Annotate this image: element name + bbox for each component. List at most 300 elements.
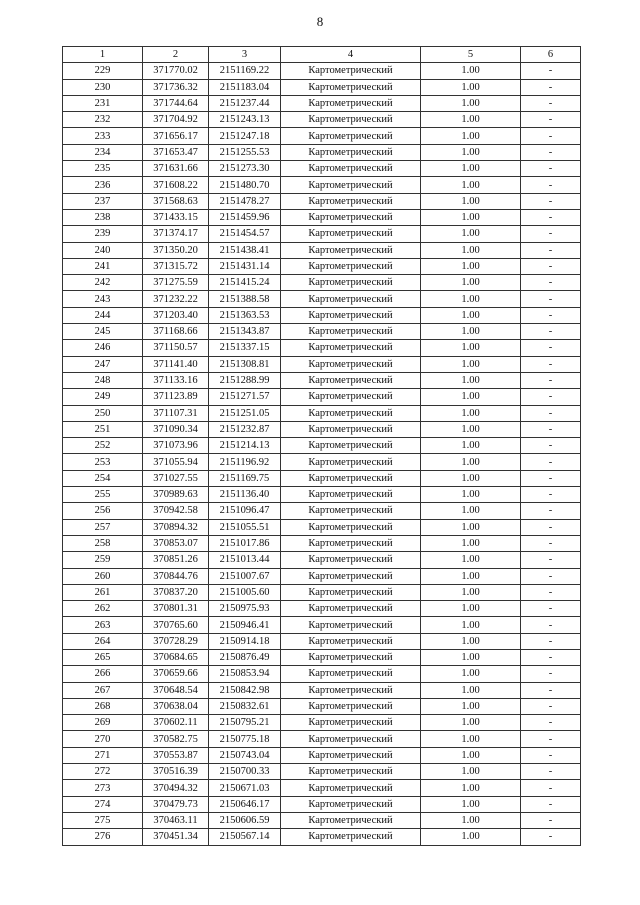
table-row [63, 747, 581, 763]
cell-note: - [521, 519, 581, 535]
table-row [63, 128, 581, 144]
cell-accuracy: 1.00 [421, 324, 521, 340]
cell-x-coordinate: 370648.54 [143, 682, 209, 698]
table-row [63, 601, 581, 617]
cell-method: Картометрический [281, 829, 421, 845]
cell-method: Картометрический [281, 812, 421, 828]
cell-note: - [521, 682, 581, 698]
cell-method: Картометрический [281, 519, 421, 535]
cell-method: Картометрический [281, 177, 421, 193]
cell-method: Картометрический [281, 568, 421, 584]
table-row [63, 519, 581, 535]
table-row [63, 796, 581, 812]
cell-accuracy: 1.00 [421, 829, 521, 845]
cell-y-coordinate: 2150646.17 [209, 796, 281, 812]
cell-accuracy: 1.00 [421, 812, 521, 828]
cell-point-number: 260 [63, 568, 143, 584]
cell-method: Картометрический [281, 470, 421, 486]
cell-method: Картометрический [281, 112, 421, 128]
table-row [63, 144, 581, 160]
cell-y-coordinate: 2151288.99 [209, 372, 281, 388]
page-number: 8 [316, 14, 324, 29]
cell-x-coordinate: 371315.72 [143, 258, 209, 274]
cell-y-coordinate: 2151013.44 [209, 552, 281, 568]
table-row [63, 731, 581, 747]
cell-x-coordinate: 371770.02 [143, 63, 209, 79]
cell-accuracy: 1.00 [421, 242, 521, 258]
cell-accuracy: 1.00 [421, 470, 521, 486]
cell-x-coordinate: 370837.20 [143, 584, 209, 600]
cell-method: Картометрический [281, 63, 421, 79]
table-row [63, 470, 581, 486]
cell-method: Картометрический [281, 715, 421, 731]
cell-accuracy: 1.00 [421, 389, 521, 405]
table-row [63, 633, 581, 649]
table-row [63, 79, 581, 95]
cell-point-number: 237 [63, 193, 143, 209]
cell-note: - [521, 780, 581, 796]
cell-point-number: 239 [63, 226, 143, 242]
cell-x-coordinate: 370638.04 [143, 698, 209, 714]
cell-method: Картометрический [281, 698, 421, 714]
cell-method: Картометрический [281, 601, 421, 617]
cell-y-coordinate: 2151343.87 [209, 324, 281, 340]
cell-x-coordinate: 371608.22 [143, 177, 209, 193]
cell-y-coordinate: 2151480.70 [209, 177, 281, 193]
cell-method: Картометрический [281, 666, 421, 682]
cell-point-number: 241 [63, 258, 143, 274]
cell-point-number: 236 [63, 177, 143, 193]
cell-y-coordinate: 2151251.05 [209, 405, 281, 421]
cell-method: Картометрический [281, 372, 421, 388]
cell-accuracy: 1.00 [421, 764, 521, 780]
cell-x-coordinate: 371107.31 [143, 405, 209, 421]
column-header-note: 6 [521, 47, 581, 63]
cell-y-coordinate: 2151478.27 [209, 193, 281, 209]
column-header-y-coordinate: 3 [209, 47, 281, 63]
cell-method: Картометрический [281, 79, 421, 95]
cell-point-number: 266 [63, 666, 143, 682]
cell-method: Картометрический [281, 552, 421, 568]
cell-accuracy: 1.00 [421, 535, 521, 551]
cell-x-coordinate: 370989.63 [143, 487, 209, 503]
cell-point-number: 247 [63, 356, 143, 372]
cell-method: Картометрический [281, 405, 421, 421]
cell-x-coordinate: 371656.17 [143, 128, 209, 144]
table-row [63, 780, 581, 796]
cell-x-coordinate: 370684.65 [143, 649, 209, 665]
cell-x-coordinate: 370942.58 [143, 503, 209, 519]
cell-note: - [521, 389, 581, 405]
cell-x-coordinate: 370728.29 [143, 633, 209, 649]
cell-x-coordinate: 371150.57 [143, 340, 209, 356]
table-row [63, 682, 581, 698]
cell-point-number: 265 [63, 649, 143, 665]
cell-point-number: 263 [63, 617, 143, 633]
table-row [63, 535, 581, 551]
table-row [63, 715, 581, 731]
cell-accuracy: 1.00 [421, 715, 521, 731]
cell-note: - [521, 617, 581, 633]
cell-y-coordinate: 2150795.21 [209, 715, 281, 731]
cell-method: Картометрический [281, 209, 421, 225]
cell-y-coordinate: 2151255.53 [209, 144, 281, 160]
cell-note: - [521, 584, 581, 600]
cell-note: - [521, 503, 581, 519]
cell-accuracy: 1.00 [421, 649, 521, 665]
cell-method: Картометрический [281, 144, 421, 160]
cell-method: Картометрический [281, 796, 421, 812]
cell-accuracy: 1.00 [421, 209, 521, 225]
cell-point-number: 271 [63, 747, 143, 763]
cell-y-coordinate: 2151337.15 [209, 340, 281, 356]
cell-point-number: 249 [63, 389, 143, 405]
cell-accuracy: 1.00 [421, 112, 521, 128]
table-row [63, 698, 581, 714]
cell-x-coordinate: 370844.76 [143, 568, 209, 584]
cell-point-number: 274 [63, 796, 143, 812]
cell-y-coordinate: 2151055.51 [209, 519, 281, 535]
table-row [63, 356, 581, 372]
cell-method: Картометрический [281, 584, 421, 600]
cell-accuracy: 1.00 [421, 796, 521, 812]
cell-accuracy: 1.00 [421, 275, 521, 291]
cell-accuracy: 1.00 [421, 258, 521, 274]
column-header-point-number: 1 [63, 47, 143, 63]
cell-y-coordinate: 2151247.18 [209, 128, 281, 144]
cell-note: - [521, 95, 581, 111]
table-row [63, 389, 581, 405]
cell-accuracy: 1.00 [421, 617, 521, 633]
cell-method: Картометрический [281, 764, 421, 780]
cell-accuracy: 1.00 [421, 633, 521, 649]
cell-x-coordinate: 371073.96 [143, 438, 209, 454]
cell-x-coordinate: 370582.75 [143, 731, 209, 747]
cell-y-coordinate: 2151214.13 [209, 438, 281, 454]
cell-accuracy: 1.00 [421, 356, 521, 372]
cell-note: - [521, 438, 581, 454]
cell-accuracy: 1.00 [421, 780, 521, 796]
cell-note: - [521, 764, 581, 780]
cell-point-number: 259 [63, 552, 143, 568]
cell-y-coordinate: 2151096.47 [209, 503, 281, 519]
cell-y-coordinate: 2150700.33 [209, 764, 281, 780]
cell-accuracy: 1.00 [421, 372, 521, 388]
cell-y-coordinate: 2150853.94 [209, 666, 281, 682]
cell-note: - [521, 372, 581, 388]
cell-note: - [521, 666, 581, 682]
table-row [63, 503, 581, 519]
cell-point-number: 240 [63, 242, 143, 258]
table-row [63, 649, 581, 665]
cell-x-coordinate: 370801.31 [143, 601, 209, 617]
table-row [63, 258, 581, 274]
cell-x-coordinate: 371133.16 [143, 372, 209, 388]
cell-note: - [521, 454, 581, 470]
cell-accuracy: 1.00 [421, 128, 521, 144]
cell-note: - [521, 731, 581, 747]
cell-note: - [521, 193, 581, 209]
cell-note: - [521, 275, 581, 291]
cell-method: Картометрический [281, 747, 421, 763]
cell-note: - [521, 63, 581, 79]
cell-x-coordinate: 371704.92 [143, 112, 209, 128]
cell-point-number: 273 [63, 780, 143, 796]
cell-note: - [521, 258, 581, 274]
table-row [63, 112, 581, 128]
table-header [63, 47, 581, 63]
cell-method: Картометрический [281, 649, 421, 665]
table-row [63, 405, 581, 421]
table-row [63, 161, 581, 177]
cell-x-coordinate: 371736.32 [143, 79, 209, 95]
cell-y-coordinate: 2151136.40 [209, 487, 281, 503]
cell-x-coordinate: 370494.32 [143, 780, 209, 796]
cell-point-number: 252 [63, 438, 143, 454]
cell-note: - [521, 340, 581, 356]
coordinates-table [62, 46, 581, 846]
cell-note: - [521, 470, 581, 486]
table-row [63, 764, 581, 780]
cell-note: - [521, 79, 581, 95]
cell-note: - [521, 421, 581, 437]
cell-note: - [521, 324, 581, 340]
cell-accuracy: 1.00 [421, 438, 521, 454]
cell-y-coordinate: 2151454.57 [209, 226, 281, 242]
cell-x-coordinate: 370463.11 [143, 812, 209, 828]
table-row [63, 372, 581, 388]
header-row [63, 47, 581, 63]
cell-accuracy: 1.00 [421, 79, 521, 95]
cell-note: - [521, 747, 581, 763]
cell-point-number: 258 [63, 535, 143, 551]
cell-method: Картометрический [281, 731, 421, 747]
cell-note: - [521, 633, 581, 649]
table-row [63, 421, 581, 437]
cell-x-coordinate: 370516.39 [143, 764, 209, 780]
cell-accuracy: 1.00 [421, 340, 521, 356]
cell-accuracy: 1.00 [421, 291, 521, 307]
cell-y-coordinate: 2150775.18 [209, 731, 281, 747]
cell-x-coordinate: 370659.66 [143, 666, 209, 682]
cell-x-coordinate: 370451.34 [143, 829, 209, 845]
cell-y-coordinate: 2150743.04 [209, 747, 281, 763]
cell-note: - [521, 552, 581, 568]
cell-y-coordinate: 2151183.04 [209, 79, 281, 95]
cell-y-coordinate: 2151438.41 [209, 242, 281, 258]
cell-point-number: 245 [63, 324, 143, 340]
cell-method: Картометрический [281, 682, 421, 698]
cell-method: Картометрический [281, 340, 421, 356]
cell-point-number: 275 [63, 812, 143, 828]
cell-method: Картометрический [281, 161, 421, 177]
cell-x-coordinate: 371090.34 [143, 421, 209, 437]
cell-point-number: 230 [63, 79, 143, 95]
cell-x-coordinate: 371568.63 [143, 193, 209, 209]
cell-accuracy: 1.00 [421, 698, 521, 714]
cell-point-number: 261 [63, 584, 143, 600]
cell-note: - [521, 405, 581, 421]
cell-accuracy: 1.00 [421, 307, 521, 323]
table-row [63, 584, 581, 600]
cell-point-number: 235 [63, 161, 143, 177]
cell-y-coordinate: 2151237.44 [209, 95, 281, 111]
column-header-accuracy: 5 [421, 47, 521, 63]
cell-note: - [521, 226, 581, 242]
cell-method: Картометрический [281, 487, 421, 503]
cell-point-number: 234 [63, 144, 143, 160]
cell-point-number: 267 [63, 682, 143, 698]
cell-method: Картометрический [281, 633, 421, 649]
cell-method: Картометрический [281, 617, 421, 633]
cell-y-coordinate: 2151415.24 [209, 275, 281, 291]
table-row [63, 812, 581, 828]
cell-note: - [521, 796, 581, 812]
cell-note: - [521, 242, 581, 258]
table-row [63, 193, 581, 209]
cell-method: Картометрический [281, 454, 421, 470]
cell-point-number: 238 [63, 209, 143, 225]
cell-x-coordinate: 370553.87 [143, 747, 209, 763]
cell-accuracy: 1.00 [421, 666, 521, 682]
cell-method: Картометрический [281, 258, 421, 274]
cell-y-coordinate: 2150876.49 [209, 649, 281, 665]
cell-point-number: 256 [63, 503, 143, 519]
cell-accuracy: 1.00 [421, 193, 521, 209]
table-row [63, 340, 581, 356]
table-row [63, 487, 581, 503]
table-row [63, 454, 581, 470]
cell-x-coordinate: 371027.55 [143, 470, 209, 486]
cell-point-number: 243 [63, 291, 143, 307]
cell-note: - [521, 535, 581, 551]
cell-method: Картометрический [281, 780, 421, 796]
cell-note: - [521, 698, 581, 714]
table-body [63, 63, 581, 845]
cell-note: - [521, 209, 581, 225]
cell-accuracy: 1.00 [421, 421, 521, 437]
cell-point-number: 253 [63, 454, 143, 470]
cell-method: Картометрический [281, 193, 421, 209]
cell-method: Картометрический [281, 307, 421, 323]
cell-note: - [521, 487, 581, 503]
cell-point-number: 255 [63, 487, 143, 503]
cell-x-coordinate: 371141.40 [143, 356, 209, 372]
cell-accuracy: 1.00 [421, 487, 521, 503]
cell-y-coordinate: 2151431.14 [209, 258, 281, 274]
cell-note: - [521, 568, 581, 584]
cell-point-number: 257 [63, 519, 143, 535]
cell-y-coordinate: 2151243.13 [209, 112, 281, 128]
cell-method: Картометрический [281, 389, 421, 405]
cell-y-coordinate: 2150975.93 [209, 601, 281, 617]
cell-point-number: 251 [63, 421, 143, 437]
cell-note: - [521, 356, 581, 372]
cell-point-number: 250 [63, 405, 143, 421]
cell-x-coordinate: 371123.89 [143, 389, 209, 405]
table-row [63, 568, 581, 584]
cell-y-coordinate: 2151363.53 [209, 307, 281, 323]
cell-point-number: 231 [63, 95, 143, 111]
cell-method: Картометрический [281, 275, 421, 291]
cell-x-coordinate: 371433.15 [143, 209, 209, 225]
cell-accuracy: 1.00 [421, 226, 521, 242]
cell-x-coordinate: 371168.66 [143, 324, 209, 340]
cell-x-coordinate: 371653.47 [143, 144, 209, 160]
table-row [63, 324, 581, 340]
cell-note: - [521, 291, 581, 307]
cell-y-coordinate: 2150567.14 [209, 829, 281, 845]
cell-method: Картометрический [281, 421, 421, 437]
cell-x-coordinate: 370853.07 [143, 535, 209, 551]
cell-x-coordinate: 370851.26 [143, 552, 209, 568]
cell-accuracy: 1.00 [421, 405, 521, 421]
cell-note: - [521, 112, 581, 128]
column-header-x-coordinate: 2 [143, 47, 209, 63]
cell-note: - [521, 307, 581, 323]
cell-point-number: 269 [63, 715, 143, 731]
cell-note: - [521, 128, 581, 144]
cell-note: - [521, 161, 581, 177]
cell-point-number: 254 [63, 470, 143, 486]
cell-accuracy: 1.00 [421, 552, 521, 568]
cell-accuracy: 1.00 [421, 682, 521, 698]
cell-method: Картометрический [281, 95, 421, 111]
cell-x-coordinate: 371055.94 [143, 454, 209, 470]
cell-y-coordinate: 2150946.41 [209, 617, 281, 633]
table-row [63, 829, 581, 845]
cell-method: Картометрический [281, 438, 421, 454]
cell-y-coordinate: 2151169.22 [209, 63, 281, 79]
cell-point-number: 233 [63, 128, 143, 144]
cell-method: Картометрический [281, 535, 421, 551]
cell-accuracy: 1.00 [421, 95, 521, 111]
cell-method: Картометрический [281, 226, 421, 242]
cell-point-number: 270 [63, 731, 143, 747]
cell-note: - [521, 144, 581, 160]
cell-point-number: 248 [63, 372, 143, 388]
cell-method: Картометрический [281, 356, 421, 372]
cell-point-number: 232 [63, 112, 143, 128]
cell-point-number: 272 [63, 764, 143, 780]
cell-y-coordinate: 2151017.86 [209, 535, 281, 551]
cell-y-coordinate: 2151273.30 [209, 161, 281, 177]
cell-method: Картометрический [281, 291, 421, 307]
table-row [63, 242, 581, 258]
table-row [63, 552, 581, 568]
cell-accuracy: 1.00 [421, 144, 521, 160]
cell-y-coordinate: 2151169.75 [209, 470, 281, 486]
cell-accuracy: 1.00 [421, 519, 521, 535]
cell-x-coordinate: 370479.73 [143, 796, 209, 812]
cell-x-coordinate: 371203.40 [143, 307, 209, 323]
cell-x-coordinate: 371374.17 [143, 226, 209, 242]
table-row [63, 438, 581, 454]
cell-point-number: 229 [63, 63, 143, 79]
cell-note: - [521, 715, 581, 731]
cell-point-number: 246 [63, 340, 143, 356]
cell-y-coordinate: 2151459.96 [209, 209, 281, 225]
cell-x-coordinate: 371232.22 [143, 291, 209, 307]
cell-point-number: 242 [63, 275, 143, 291]
cell-y-coordinate: 2150671.03 [209, 780, 281, 796]
cell-y-coordinate: 2150606.59 [209, 812, 281, 828]
cell-note: - [521, 829, 581, 845]
table-row [63, 177, 581, 193]
cell-accuracy: 1.00 [421, 731, 521, 747]
cell-accuracy: 1.00 [421, 584, 521, 600]
cell-x-coordinate: 370602.11 [143, 715, 209, 731]
